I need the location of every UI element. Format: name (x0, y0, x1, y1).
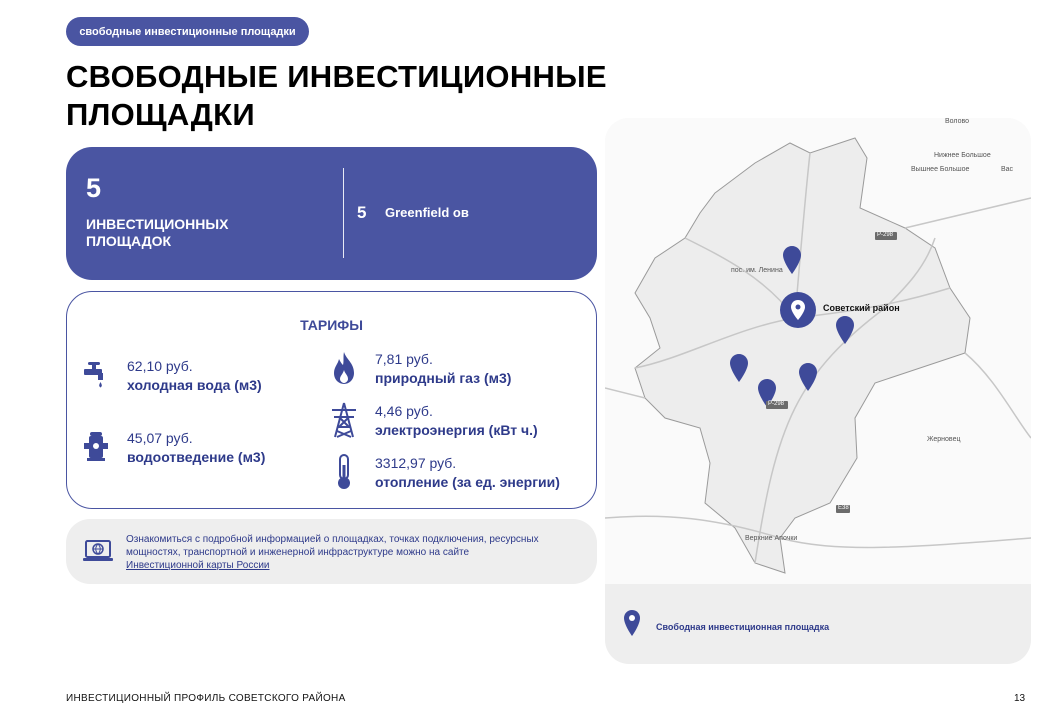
tariff-price: 45,07 руб. (127, 430, 193, 446)
hydrant-icon (81, 429, 111, 465)
tariff-gas (329, 350, 511, 388)
info-text (126, 533, 546, 572)
place-label: Верхние Апочки (745, 535, 798, 542)
place-label: Нижнее Большое (934, 152, 991, 159)
section-pill: свободные инвестиционные площадки (66, 17, 309, 46)
power-tower-icon (329, 402, 359, 438)
info-description: Ознакомиться с подробной информацией о площадках, точках подключения, ресурсных мощностях, транспортной и инженерной инфраструктуре можно на сайте (126, 534, 539, 558)
stats-divider (343, 168, 344, 258)
greenfield-count: 5 (357, 203, 367, 222)
flame-icon (329, 350, 359, 386)
tariff-price: 4,46 руб. (375, 403, 433, 419)
water-tap-icon (81, 357, 111, 393)
sites-count: 5 (86, 173, 102, 203)
legend-pin-icon (623, 609, 641, 637)
stats-panel (66, 147, 597, 280)
tariff-name: водоотведение (м3) (127, 449, 266, 465)
investment-map-link[interactable]: Инвестиционной карты России (126, 560, 270, 571)
place-label: Волово (945, 118, 969, 125)
page-number: 13 (1014, 693, 1026, 704)
road-label: Р-298 (768, 401, 785, 407)
laptop-globe-icon (82, 539, 114, 565)
tariff-heating (329, 454, 560, 492)
road-label: Р-298 (877, 232, 894, 238)
tariff-cold-water (81, 357, 262, 395)
tariffs-title: ТАРИФЫ (300, 317, 363, 333)
tariff-price: 3312,97 руб. (375, 455, 457, 471)
legend-label: Свободная инвестиционная площадка (656, 622, 830, 632)
greenfield-label: Greenfield ов (385, 205, 469, 220)
tariff-name: электроэнергия (кВт ч.) (375, 422, 538, 438)
thermometer-icon (329, 454, 359, 490)
page-title: СВОБОДНЫЕ ИНВЕСТИЦИОННЫЕ ПЛОЩАДКИ (66, 59, 607, 132)
tariff-electricity (329, 402, 538, 440)
sites-count-label: ИНВЕСТИЦИОННЫХ ПЛОЩАДОК (86, 216, 229, 249)
road-label: Е38 (838, 505, 849, 511)
district-map[interactable] (605, 118, 1031, 584)
tariffs-panel (66, 291, 597, 509)
map-card (605, 118, 1031, 664)
footer-text: ИНВЕСТИЦИОННЫЙ ПРОФИЛЬ СОВЕТСКОГО РАЙОНА (66, 693, 346, 704)
place-label: Жерновец (927, 436, 961, 443)
tariff-price: 62,10 руб. (127, 358, 193, 374)
tariff-price: 7,81 руб. (375, 351, 433, 367)
place-label: Вышнее Большое (911, 166, 970, 173)
tariff-name: холодная вода (м3) (127, 377, 262, 393)
info-panel (66, 519, 597, 584)
region-label: Советский район (823, 303, 900, 313)
tariff-name: отопление (за ед. энергии) (375, 474, 560, 490)
place-label: пос. им. Ленина (731, 267, 783, 274)
tariff-name: природный газ (м3) (375, 370, 512, 386)
tariff-sewage (81, 429, 265, 467)
place-label: Вас (1001, 166, 1014, 173)
map-graphic (605, 118, 1031, 584)
